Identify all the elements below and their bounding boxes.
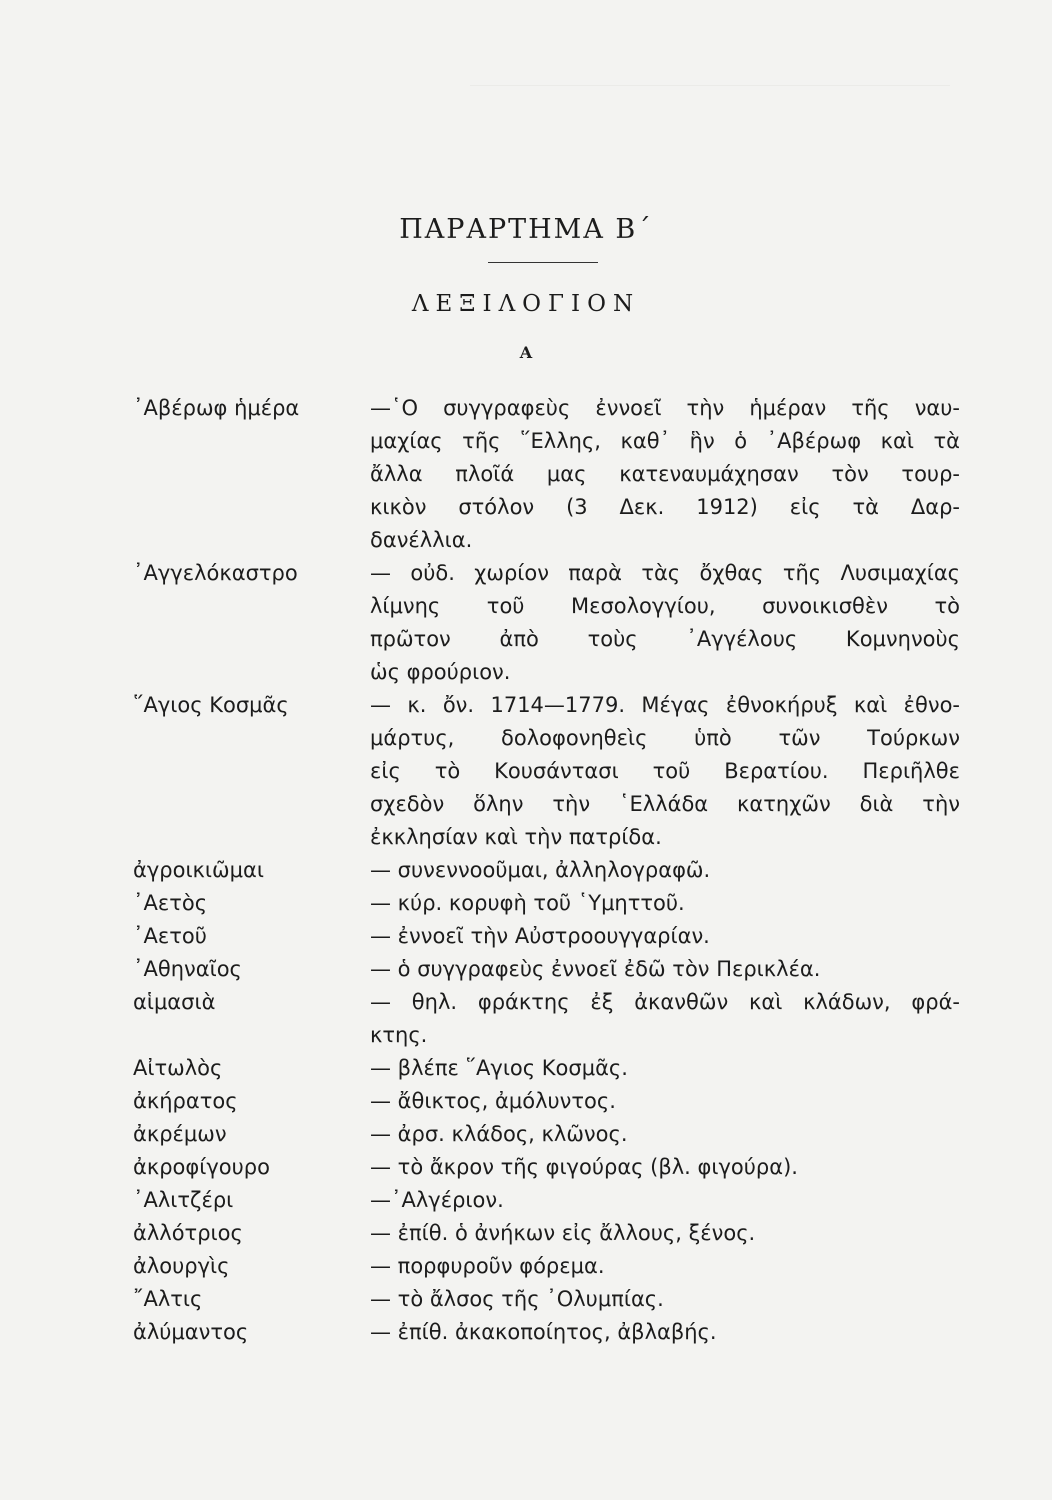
definition-line: ἐκκλησίαν καὶ τὴν πατρίδα. <box>370 825 662 849</box>
title-divider <box>488 262 598 263</box>
definition-line: ἄλλα πλοῖά μας κατεναυμάχησαν τὸν τουρ- <box>370 462 960 486</box>
entry-definition <box>358 1118 960 1151</box>
entry-term: ᾿Αγγελόκαστρο <box>133 561 298 585</box>
entry-term: ἀλύμαντος <box>133 1320 249 1344</box>
glossary-entry <box>0 1184 1052 1217</box>
section-letter: Α <box>519 343 533 362</box>
entry-definition <box>358 392 960 557</box>
definition-line: — συνεννοοῦμαι, ἀλληλογραφῶ. <box>370 858 711 882</box>
definition-line: — οὐδ. χωρίον παρὰ τὰς ὄχθας τῆς Λυσιμαχίας <box>370 561 960 585</box>
entry-definition <box>358 887 960 920</box>
definition-line: μάρτυς, δολοφονηθεὶς ὑπὸ τῶν Τούρκων <box>370 726 960 750</box>
glossary-entry <box>0 1217 1052 1250</box>
entry-term: ᾿Αετοῦ <box>133 924 207 948</box>
definition-line: σχεδὸν ὅλην τὴν ῾Ελλάδα κατηχῶν διὰ τὴν <box>370 792 960 816</box>
entry-definition <box>358 689 960 854</box>
glossary-entry <box>0 887 1052 920</box>
definition-line: — θηλ. φράκτης ἐξ ἀκανθῶν καὶ κλάδων, φρά- <box>370 990 960 1014</box>
entry-term: ῎Αλτις <box>133 1287 203 1311</box>
glossary-entry <box>0 1118 1052 1151</box>
entry-term: Αἰτωλὸς <box>133 1056 223 1080</box>
glossary-entry <box>0 1250 1052 1283</box>
entry-term: ᾿Αετὸς <box>133 891 208 915</box>
entry-term: ῞Αγιος Κοσμᾶς <box>133 693 289 717</box>
entry-definition <box>358 1052 960 1085</box>
definition-line: μαχίας τῆς ῞Ελλης, καθ᾿ ἣν ὁ ᾿Αβέρωφ καὶ τὰ <box>370 429 960 453</box>
entry-definition <box>358 1085 960 1118</box>
definition-line: — κ. ὄν. 1714—1779. Μέγας ἐθνοκήρυξ καὶ ἐθνο- <box>370 693 960 717</box>
appendix-title: ΠΑΡΑΡΤΗΜΑ Β΄ <box>399 214 653 245</box>
entry-definition <box>358 1283 960 1316</box>
entry-definition <box>358 920 960 953</box>
glossary-entry <box>0 1316 1052 1349</box>
definition-line: — ἀρσ. κλάδος, κλῶνος. <box>370 1122 628 1146</box>
definition-line: ὡς φρούριον. <box>370 660 511 684</box>
definition-line: — βλέπε ῞Αγιος Κοσμᾶς. <box>370 1056 628 1080</box>
glossary-entry <box>0 986 1052 1052</box>
definition-line: κικὸν στόλον (3 Δεκ. 1912) εἰς τὰ Δαρ- <box>370 495 960 519</box>
entry-term: ἀκροφίγουρο <box>133 1155 270 1179</box>
glossary-entry <box>0 689 1052 854</box>
definition-line: — τὸ ἄλσος τῆς ᾿Ολυμπίας. <box>370 1287 664 1311</box>
definition-line: — κύρ. κορυφὴ τοῦ ῾Υμηττοῦ. <box>370 891 685 915</box>
glossary-entry <box>0 557 1052 689</box>
definition-line: πρῶτον ἀπὸ τοὺς ᾿Αγγέλους Κομνηνοὺς <box>370 627 960 651</box>
glossary-entry <box>0 1151 1052 1184</box>
entry-definition <box>358 1151 960 1184</box>
glossary-entry <box>0 1052 1052 1085</box>
entry-definition <box>358 557 960 689</box>
definition-line: κτης. <box>370 1023 428 1047</box>
glossary-entry <box>0 953 1052 986</box>
glossary-entries <box>0 392 1052 1349</box>
glossary-entry <box>0 1085 1052 1118</box>
definition-line: — ἐννοεῖ τὴν Αὐστροουγγαρίαν. <box>370 924 710 948</box>
glossary-entry <box>0 1283 1052 1316</box>
entry-term: ᾿Αλιτζέρι <box>133 1188 234 1212</box>
entry-term: ἀγροικιῶμαι <box>133 858 264 882</box>
definition-line: — ὁ συγγραφεὺς ἐννοεῖ ἐδῶ τὸν Περικλέα. <box>370 957 821 981</box>
glossary-entry <box>0 392 1052 557</box>
definition-line: — ἄθικτος, ἀμόλυντος. <box>370 1089 616 1113</box>
entry-definition <box>358 1184 960 1217</box>
entry-definition <box>358 1316 960 1349</box>
entry-term: ἀκρέμων <box>133 1122 227 1146</box>
glossary-entry <box>0 854 1052 887</box>
entry-definition <box>358 854 960 887</box>
entry-term: ἀκήρατος <box>133 1089 238 1113</box>
entry-term: ᾿Αθηναῖος <box>133 957 242 981</box>
definition-line: — ἐπίθ. ἀκακοποίητος, ἀβλαβής. <box>370 1320 717 1344</box>
definition-line: — τὸ ἄκρον τῆς φιγούρας (βλ. φιγούρα). <box>370 1155 798 1179</box>
entry-term: ἀλλότριος <box>133 1221 243 1245</box>
entry-definition <box>358 953 960 986</box>
definition-line: λίμνης τοῦ Μεσολογγίου, συνοικισθὲν τὸ <box>370 594 960 618</box>
definition-line: —῾Ο συγγραφεὺς ἐννοεῖ τὴν ἡμέραν τῆς ναυ- <box>370 396 960 420</box>
show-through-shadow <box>470 85 950 106</box>
entry-definition <box>358 986 960 1052</box>
entry-term: αἱμασιὰ <box>133 990 216 1014</box>
definition-line: εἰς τὸ Κουσάντασι τοῦ Βερατίου. Περιῆλθε <box>370 759 960 783</box>
glossary-entry <box>0 920 1052 953</box>
definition-line: — πορφυροῦν φόρεμα. <box>370 1254 605 1278</box>
entry-definition <box>358 1217 960 1250</box>
glossary-title: ΛΕΞΙΛΟΓΙΟΝ <box>411 291 641 317</box>
entry-term: ᾿Αβέρωφ ἡμέρα <box>133 396 300 420</box>
entry-term: ἀλουργὶς <box>133 1254 230 1278</box>
definition-line: δανέλλια. <box>370 528 473 552</box>
entry-definition <box>358 1250 960 1283</box>
definition-line: —᾿Αλγέριον. <box>370 1188 504 1212</box>
definition-line: — ἐπίθ. ὁ ἀνήκων εἰς ἄλλους, ξένος. <box>370 1221 756 1245</box>
